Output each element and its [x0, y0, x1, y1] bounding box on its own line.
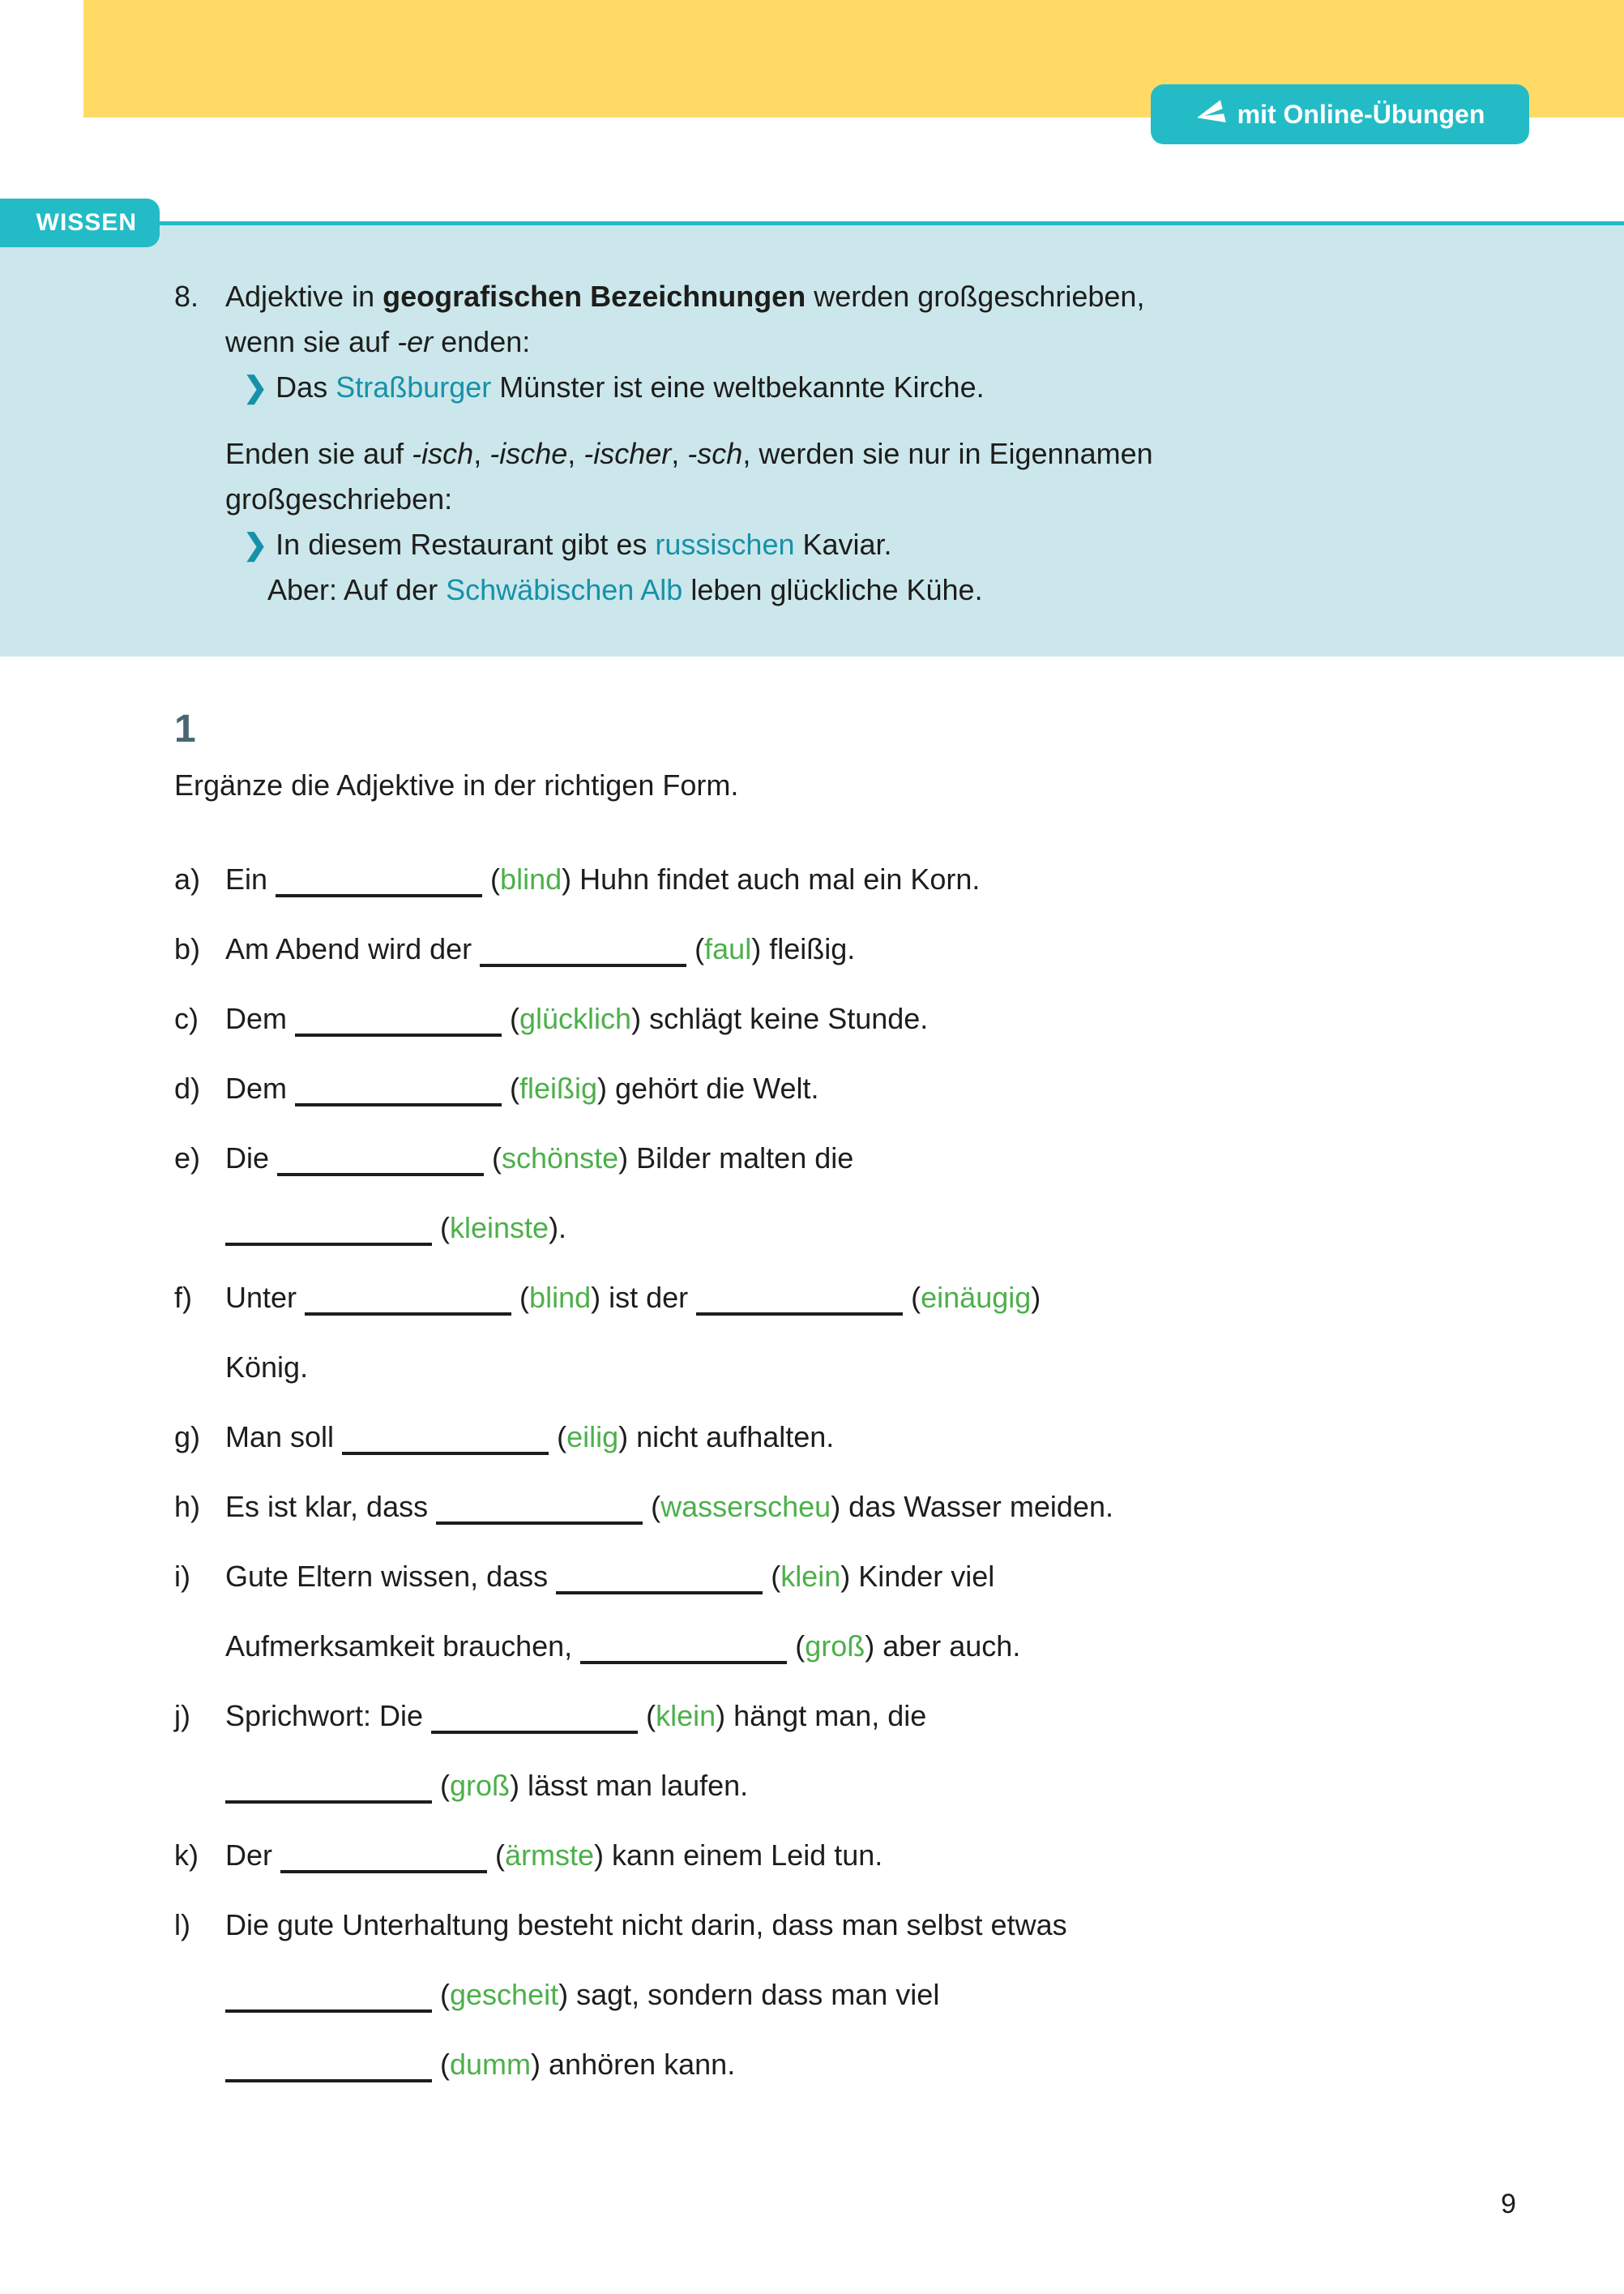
wissen-box [0, 209, 1624, 657]
item-label: j) [174, 1699, 190, 1732]
blank-line[interactable] [276, 870, 482, 897]
text-run: ( [511, 1281, 530, 1314]
blank-line[interactable] [342, 1427, 549, 1455]
text-run: ( [502, 1072, 520, 1105]
hint-word: ärmste [505, 1838, 595, 1872]
item-line [225, 1890, 1503, 1960]
text-run: In diesem Restaurant gibt es [276, 528, 656, 561]
text-run: ) anhören kann. [531, 2048, 736, 2081]
text-run: Straßburger [335, 370, 492, 404]
text-run: Das [276, 370, 336, 404]
blank-line[interactable] [225, 1776, 432, 1804]
item-label: b) [174, 932, 201, 965]
rule-paragraph-1 [225, 274, 1144, 410]
text-run: Enden sie auf [225, 437, 412, 470]
hint-word: faul [704, 932, 752, 965]
text-run: Ein [225, 862, 276, 896]
item-line [225, 914, 1503, 984]
exercise-items [174, 845, 1503, 2099]
text-run: ) gehört die Welt. [597, 1072, 819, 1105]
item-label: h) [174, 1490, 201, 1523]
exercise-item-g [174, 1402, 1503, 1472]
hint-word: einäugig [921, 1281, 1032, 1314]
text-run: Der [225, 1838, 281, 1872]
hint-word: eilig [566, 1420, 619, 1453]
text-run: ( [487, 1838, 506, 1872]
page-number: 9 [1501, 2189, 1516, 2219]
text-run: ) [1031, 1281, 1041, 1314]
text-run: ) aber auch. [865, 1629, 1021, 1663]
text-run: werden großgeschrieben, [806, 280, 1145, 313]
exercise-item-e [174, 1123, 1503, 1263]
blank-line[interactable] [431, 1706, 638, 1734]
text-run: ). [549, 1211, 567, 1244]
item-line [225, 1054, 1503, 1123]
exercise-item-c [174, 984, 1503, 1054]
online-badge-label: mit Online-Übungen [1237, 99, 1485, 129]
text-run: ( [432, 2048, 450, 2081]
online-exercises-badge[interactable] [1151, 84, 1529, 144]
text-run: großgeschrieben: [225, 482, 453, 516]
item-line [225, 1542, 1503, 1611]
blank-line[interactable] [295, 1079, 502, 1106]
rule-line [225, 431, 1153, 477]
hint-word: fleißig [519, 1072, 598, 1105]
item-label: l) [174, 1908, 190, 1941]
exercise-item-k [174, 1821, 1503, 1890]
item-label: e) [174, 1141, 201, 1175]
text-run: ) Huhn findet auch mal ein Korn. [562, 862, 981, 896]
exercise-item-f [174, 1263, 1503, 1402]
exercise-item-l [174, 1890, 1503, 2099]
text-run: -isch [412, 437, 474, 470]
text-run: Sprichwort: Die [225, 1699, 432, 1732]
exercise-item-b [174, 914, 1503, 984]
wissen-tab-label: WISSEN [36, 209, 137, 236]
exercise-instruction: Ergänze die Adjektive in der richtigen Form. [174, 768, 739, 802]
item-line [225, 1821, 1503, 1890]
text-run: -ische [489, 437, 568, 470]
text-run: Unter [225, 1281, 306, 1314]
text-run: ( [432, 1211, 450, 1244]
text-run: wenn sie auf [225, 325, 398, 358]
item-label: i) [174, 1560, 190, 1593]
blank-line[interactable] [580, 1637, 787, 1664]
hint-word: wasserscheu [660, 1490, 831, 1523]
rule-example-line [225, 522, 1153, 567]
text-run: ( [502, 1002, 520, 1035]
exercise-item-j [174, 1681, 1503, 1821]
hint-word: dumm [450, 2048, 532, 2081]
text-run: enden: [433, 325, 531, 358]
hint-word: gescheit [450, 1978, 559, 2011]
item-line [225, 1611, 1503, 1681]
item-line [225, 1472, 1503, 1542]
hint-word: kleinste [450, 1211, 549, 1244]
text-run: russischen [655, 528, 795, 561]
text-run: , werden sie nur in Eigennamen [742, 437, 1153, 470]
example-arrow-icon: ❯ [243, 370, 276, 404]
text-run: Die [225, 1141, 278, 1175]
item-line [225, 1193, 1503, 1263]
exercise-item-d [174, 1054, 1503, 1123]
wissen-tab [0, 199, 160, 247]
blank-line[interactable] [225, 2055, 432, 2082]
rule-line [225, 477, 1153, 522]
text-run: ( [643, 1490, 661, 1523]
text-run: Man soll [225, 1420, 343, 1453]
rule-8 [174, 274, 1144, 410]
item-line [225, 1402, 1503, 1472]
item-label: k) [174, 1838, 199, 1872]
text-run: ) nicht aufhalten. [618, 1420, 835, 1453]
blank-line[interactable] [225, 1985, 432, 2013]
text-run: ( [549, 1420, 567, 1453]
text-run: Dem [225, 1072, 296, 1105]
text-run: Gute Eltern wissen, dass [225, 1560, 557, 1593]
blank-line[interactable] [305, 1288, 511, 1316]
text-run: Münster ist eine weltbekannte Kirche. [491, 370, 985, 404]
text-run: Am Abend wird der [225, 932, 481, 965]
rule-example-line [225, 567, 1153, 613]
text-run: ( [686, 932, 705, 965]
text-run: ( [484, 1141, 502, 1175]
blank-line[interactable] [295, 1009, 502, 1037]
item-line [225, 984, 1503, 1054]
exercise-item-a [174, 845, 1503, 914]
blank-line[interactable] [280, 1846, 487, 1873]
blank-line[interactable] [556, 1567, 763, 1594]
hint-word: blind [529, 1281, 592, 1314]
text-run: ( [903, 1281, 921, 1314]
item-line [225, 845, 1503, 914]
exercise-number: 1 [174, 708, 196, 751]
rule-example-line [225, 365, 1144, 410]
text-run: ) fleißig. [751, 932, 856, 965]
exercise-item-i [174, 1542, 1503, 1681]
rule-line [225, 274, 1144, 319]
text-run: ( [482, 862, 501, 896]
text-run: Schwäbischen Alb [446, 573, 683, 606]
text-run: , [671, 437, 688, 470]
text-run: -ischer [583, 437, 672, 470]
rule-paragraph-2 [225, 431, 1153, 613]
item-line [225, 1123, 1503, 1193]
text-run: ( [763, 1560, 781, 1593]
text-run: ) lässt man laufen. [510, 1769, 749, 1802]
blank-line[interactable] [436, 1497, 643, 1525]
text-run: , [567, 437, 584, 470]
text-run: Adjektive in [225, 280, 383, 313]
hint-word: klein [780, 1560, 841, 1593]
item-label: d) [174, 1072, 201, 1105]
text-run: Dem [225, 1002, 296, 1035]
text-run: ) Kinder viel [840, 1560, 995, 1593]
text-run: ) schlägt keine Stunde. [631, 1002, 929, 1035]
item-line [225, 1333, 1503, 1402]
hint-word: klein [656, 1699, 716, 1732]
text-run: , [473, 437, 490, 470]
rule-line [225, 319, 1144, 365]
item-line [225, 1960, 1503, 2030]
text-run: leben glückliche Kühe. [682, 573, 983, 606]
item-label: a) [174, 862, 201, 896]
text-run: König. [225, 1350, 309, 1384]
text-run: ( [432, 1978, 450, 2011]
item-line [225, 1751, 1503, 1821]
example-arrow-icon: ❯ [243, 528, 276, 561]
exercise-item-h [174, 1472, 1503, 1542]
text-run: Es ist klar, dass [225, 1490, 437, 1523]
blank-line[interactable] [225, 1218, 432, 1246]
item-line [225, 1263, 1503, 1333]
text-run: geografischen Bezeichnungen [382, 280, 806, 313]
item-label: g) [174, 1420, 201, 1453]
item-label: c) [174, 1002, 199, 1035]
item-label: f) [174, 1281, 192, 1314]
text-run: ) ist der [591, 1281, 697, 1314]
text-run: Kaviar. [794, 528, 892, 561]
text-run: ) das Wasser meiden. [831, 1490, 1113, 1523]
text-run: Die gute Unterhaltung besteht nicht darin, dass man selbst etwas [225, 1908, 1067, 1941]
text-run: ) Bilder malten die [618, 1141, 854, 1175]
text-run: ) sagt, sondern dass man viel [558, 1978, 940, 2011]
text-run: ) hängt man, die [716, 1699, 927, 1732]
blank-line[interactable] [696, 1288, 903, 1316]
item-line [225, 1681, 1503, 1751]
hint-word: blind [500, 862, 562, 896]
text-run: ( [787, 1629, 806, 1663]
item-line [225, 2030, 1503, 2099]
text-run: Aber: Auf der [267, 573, 447, 606]
text-run: Aufmerksamkeit brauchen, [225, 1629, 581, 1663]
blank-line[interactable] [277, 1149, 484, 1176]
hint-word: glücklich [519, 1002, 632, 1035]
rule-number: 8. [174, 280, 199, 313]
text-run: -er [397, 325, 434, 358]
hint-word: schönste [502, 1141, 619, 1175]
hint-word: groß [450, 1769, 511, 1802]
paper-plane-icon [1195, 99, 1226, 130]
blank-line[interactable] [480, 939, 686, 967]
hint-word: groß [805, 1629, 865, 1663]
text-run: ( [638, 1699, 656, 1732]
text-run: ) kann einem Leid tun. [594, 1838, 883, 1872]
text-run: ( [432, 1769, 450, 1802]
text-run: -sch [687, 437, 743, 470]
